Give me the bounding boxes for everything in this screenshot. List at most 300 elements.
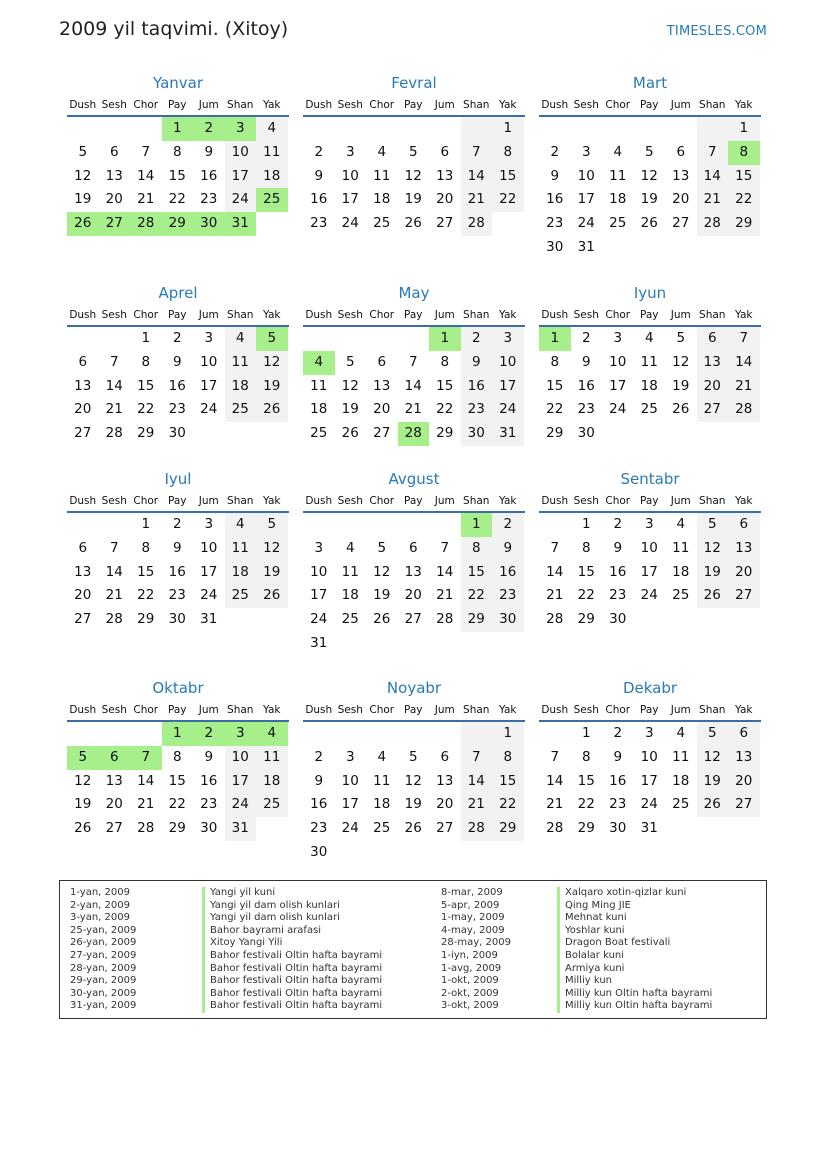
day-cell: 7 — [461, 746, 493, 770]
day-cell: 12 — [74, 772, 92, 789]
day-cell: 8 — [581, 539, 591, 556]
legend-date: 2-yan, 2009 — [70, 899, 130, 911]
empty-cell — [728, 422, 760, 446]
day-cell: 12 — [404, 772, 422, 789]
day-cell: 8 — [461, 537, 493, 561]
empty-cell — [303, 117, 335, 141]
day-cell: 12 — [256, 351, 288, 375]
day-cell: 20 — [697, 375, 729, 399]
month-yanvar — [67, 72, 289, 236]
day-cell: 8 — [581, 748, 591, 765]
day-cell: 7 — [697, 141, 729, 165]
day-cell: 9 — [550, 167, 560, 184]
month-sentabr — [539, 468, 761, 632]
day-cell: 30 — [461, 422, 493, 446]
day-cell: 19 — [697, 770, 729, 794]
day-cell: 11 — [672, 539, 690, 556]
day-cell: 4 — [676, 516, 686, 532]
day-cell: 23 — [168, 587, 186, 604]
day-cell: 4 — [225, 327, 257, 351]
day-cell: 8 — [172, 143, 182, 160]
day-cell: 25 — [609, 215, 627, 232]
weekday-label: Dush — [541, 495, 569, 507]
day-cell: 31 — [492, 422, 524, 446]
day-cell: 9 — [613, 539, 623, 556]
legend-date: 31-yan, 2009 — [70, 1000, 137, 1012]
day-cell: 6 — [440, 143, 450, 160]
day-cell: 1 — [461, 513, 493, 537]
legend-date: 8-mar, 2009 — [441, 887, 503, 898]
day-cell: 22 — [137, 587, 155, 604]
day-cell: 10 — [640, 539, 658, 556]
day-cell: 23 — [609, 587, 627, 604]
day-grid — [67, 722, 289, 841]
day-cell: 28 — [105, 611, 123, 628]
day-cell: 20 — [105, 191, 123, 208]
empty-cell — [225, 608, 257, 632]
day-cell: 20 — [436, 796, 454, 813]
legend-holiday-name: Bahor festivali Oltin hafta bayrami — [202, 950, 382, 963]
weekday-label: Dush — [69, 99, 97, 111]
brand-link[interactable]: TIMESLES.COM — [666, 24, 767, 39]
day-cell: 22 — [436, 401, 454, 418]
day-cell: 12 — [256, 537, 288, 561]
legend-date: 5-apr, 2009 — [441, 899, 500, 911]
weekday-label: Shan — [463, 495, 490, 507]
weekday-label: Yak — [263, 99, 281, 111]
day-cell: 27 — [672, 215, 690, 232]
day-cell: 17 — [640, 563, 658, 580]
day-cell: 5 — [345, 353, 355, 370]
legend-date: 1-iyn, 2009 — [441, 949, 498, 961]
weekday-label: Sesh — [101, 495, 127, 507]
legend-holiday-name: Bahor bayrami arafasi — [202, 925, 382, 938]
weekday-label: Dush — [541, 704, 569, 716]
empty-cell — [130, 722, 162, 746]
weekday-label: Sesh — [337, 99, 363, 111]
weekday-label: Jum — [434, 99, 455, 111]
weekday-label: Jum — [198, 704, 219, 716]
day-cell: 6 — [697, 327, 729, 351]
day-cell: 16 — [609, 772, 627, 789]
empty-cell — [602, 117, 634, 141]
day-cell: 24 — [341, 820, 359, 837]
day-cell: 14 — [137, 772, 155, 789]
day-cell: 2 — [193, 117, 225, 141]
day-cell: 30 — [609, 611, 627, 628]
month-title: Fevral — [391, 74, 437, 92]
day-cell: 7 — [408, 353, 418, 370]
weekday-label: Dush — [69, 309, 97, 321]
legend-date: 1-may, 2009 — [441, 912, 505, 924]
legend-holiday-name: Yangi yil dam olish kunlari — [202, 900, 382, 913]
day-cell: 9 — [204, 143, 214, 160]
day-cell: 14 — [697, 165, 729, 189]
weekday-label: Yak — [499, 495, 517, 507]
day-cell: 11 — [256, 141, 288, 165]
legend-holiday-name: Bahor festivali Oltin hafta bayrami — [202, 975, 382, 988]
legend-holiday-name: Xitoy Yangi Yili — [202, 937, 382, 950]
page-title: 2009 yil taqvimi. (Xitoy) — [59, 18, 289, 40]
empty-cell — [697, 422, 729, 446]
day-cell: 28 — [436, 611, 454, 628]
legend-holiday-name: Bahor festivali Oltin hafta bayrami — [202, 963, 382, 976]
month-oktabr — [67, 677, 289, 841]
day-cell: 27 — [436, 820, 454, 837]
day-cell: 27 — [74, 425, 92, 442]
empty-cell — [539, 513, 571, 537]
day-cell: 3 — [314, 539, 324, 556]
day-cell: 24 — [225, 188, 257, 212]
day-cell: 5 — [377, 539, 387, 556]
day-cell: 14 — [105, 377, 123, 394]
empty-cell — [335, 117, 367, 141]
day-cell: 25 — [225, 584, 257, 608]
day-cell: 20 — [74, 587, 92, 604]
day-cell: 27 — [74, 611, 92, 628]
day-cell: 6 — [78, 539, 88, 556]
day-cell: 18 — [256, 770, 288, 794]
legend-date: 26-yan, 2009 — [70, 937, 137, 949]
day-cell: 28 — [697, 212, 729, 236]
empty-cell — [256, 608, 288, 632]
day-cell: 12 — [697, 746, 729, 770]
day-cell: 19 — [256, 561, 288, 585]
day-cell: 12 — [672, 353, 690, 370]
weekday-label: Sesh — [573, 99, 599, 111]
day-cell: 26 — [341, 425, 359, 442]
day-cell: 8 — [440, 353, 450, 370]
weekday-label: Chor — [133, 704, 159, 716]
weekday-label: Shan — [699, 99, 726, 111]
day-cell: 11 — [225, 351, 257, 375]
day-grid — [303, 327, 525, 446]
day-cell: 23 — [492, 584, 524, 608]
day-cell: 17 — [640, 772, 658, 789]
day-cell: 5 — [256, 513, 288, 537]
day-cell: 20 — [105, 796, 123, 813]
day-cell: 28 — [461, 817, 493, 841]
weekday-label: Jum — [198, 495, 219, 507]
empty-cell — [67, 513, 99, 537]
legend-date: 28-may, 2009 — [441, 937, 511, 949]
day-cell: 4 — [345, 539, 355, 556]
day-cell: 16 — [200, 772, 218, 789]
weekday-label: Yak — [735, 99, 753, 111]
day-cell: 27 — [404, 611, 422, 628]
day-cell: 31 — [310, 634, 328, 651]
day-cell: 23 — [609, 796, 627, 813]
weekday-label: Pay — [403, 495, 423, 507]
day-cell: 4 — [377, 143, 387, 160]
day-cell: 15 — [137, 377, 155, 394]
legend-holiday-name: Yoshlar kuni — [557, 925, 712, 938]
legend-holiday-name: Milliy kun Oltin hafta bayrami — [557, 988, 712, 1001]
day-cell: 2 — [172, 516, 182, 532]
holiday-legend — [59, 880, 767, 1019]
day-cell: 16 — [310, 796, 328, 813]
month-noyabr — [303, 677, 525, 865]
weekday-label: Sesh — [573, 495, 599, 507]
weekday-header — [67, 699, 289, 721]
empty-cell — [225, 422, 257, 446]
empty-cell — [492, 632, 524, 656]
day-cell: 13 — [436, 772, 454, 789]
day-cell: 22 — [492, 188, 524, 212]
weekday-label: Sesh — [337, 495, 363, 507]
legend-holiday-name: Milliy kun Oltin hafta bayrami — [557, 1000, 712, 1013]
weekday-label: Jum — [670, 704, 691, 716]
empty-cell — [303, 513, 335, 537]
day-cell: 15 — [577, 563, 595, 580]
month-dekabr — [539, 677, 761, 841]
day-cell: 26 — [697, 584, 729, 608]
day-cell: 29 — [546, 425, 564, 442]
day-cell: 10 — [341, 167, 359, 184]
day-cell: 21 — [697, 188, 729, 212]
day-cell: 13 — [105, 167, 123, 184]
day-cell: 21 — [546, 587, 564, 604]
day-cell: 12 — [404, 167, 422, 184]
weekday-label: Pay — [167, 309, 187, 321]
weekday-label: Shan — [227, 99, 254, 111]
month-may — [303, 282, 525, 446]
day-cell: 9 — [461, 351, 493, 375]
legend-holiday-name: Bolalar kuni — [557, 950, 712, 963]
day-cell: 24 — [200, 401, 218, 418]
day-cell: 5 — [676, 330, 686, 346]
empty-cell — [398, 632, 430, 656]
day-cell: 31 — [200, 611, 218, 628]
day-cell: 10 — [341, 772, 359, 789]
weekday-label: Jum — [670, 99, 691, 111]
day-cell: 4 — [256, 722, 288, 746]
weekday-label: Shan — [699, 495, 726, 507]
day-cell: 22 — [577, 587, 595, 604]
empty-cell — [634, 422, 666, 446]
empty-cell — [335, 632, 367, 656]
day-cell: 13 — [697, 351, 729, 375]
weekday-header — [67, 304, 289, 326]
day-cell: 11 — [256, 746, 288, 770]
day-cell: 29 — [577, 820, 595, 837]
day-cell: 24 — [310, 611, 328, 628]
day-cell: 13 — [436, 167, 454, 184]
day-cell: 1 — [581, 725, 591, 741]
weekday-label: Shan — [699, 704, 726, 716]
day-cell: 27 — [105, 820, 123, 837]
day-cell: 30 — [577, 425, 595, 442]
legend-date: 3-okt, 2009 — [441, 1000, 499, 1012]
day-cell: 1 — [728, 117, 760, 141]
empty-cell — [67, 117, 99, 141]
weekday-label: Shan — [463, 99, 490, 111]
month-title: Yanvar — [152, 74, 204, 92]
day-cell: 17 — [577, 191, 595, 208]
day-cell: 7 — [461, 141, 493, 165]
day-cell: 1 — [492, 722, 524, 746]
weekday-header — [539, 490, 761, 512]
weekday-label: Chor — [369, 99, 395, 111]
day-cell: 20 — [436, 191, 454, 208]
day-cell: 21 — [137, 191, 155, 208]
day-grid — [67, 117, 289, 236]
weekday-label: Pay — [639, 704, 659, 716]
day-cell: 19 — [640, 191, 658, 208]
day-cell: 5 — [67, 746, 99, 770]
empty-cell — [665, 117, 697, 141]
day-cell: 19 — [404, 796, 422, 813]
empty-cell — [429, 117, 461, 141]
day-cell: 20 — [728, 561, 760, 585]
legend-left-names — [202, 887, 382, 1013]
weekday-label: Jum — [198, 309, 219, 321]
day-cell: 4 — [377, 748, 387, 765]
day-cell: 23 — [577, 401, 595, 418]
day-cell: 2 — [550, 143, 560, 160]
day-cell: 29 — [577, 611, 595, 628]
day-cell: 25 — [640, 401, 658, 418]
day-cell: 17 — [225, 165, 257, 189]
weekday-label: Dush — [541, 99, 569, 111]
empty-cell — [398, 117, 430, 141]
weekday-header — [303, 490, 525, 512]
day-cell: 19 — [256, 375, 288, 399]
day-cell: 25 — [672, 796, 690, 813]
weekday-label: Yak — [735, 309, 753, 321]
day-cell: 28 — [461, 212, 493, 236]
weekday-label: Yak — [263, 309, 281, 321]
weekday-header — [67, 490, 289, 512]
legend-date: 1-yan, 2009 — [70, 887, 130, 898]
weekday-label: Yak — [499, 704, 517, 716]
day-cell: 24 — [609, 401, 627, 418]
day-cell: 5 — [256, 327, 288, 351]
day-cell: 24 — [492, 398, 524, 422]
day-cell: 3 — [204, 516, 214, 532]
day-cell: 18 — [225, 561, 257, 585]
day-cell: 9 — [492, 537, 524, 561]
day-cell: 4 — [225, 513, 257, 537]
day-cell: 7 — [141, 143, 151, 160]
day-cell: 28 — [546, 820, 564, 837]
weekday-label: Yak — [499, 99, 517, 111]
day-cell: 12 — [74, 167, 92, 184]
day-cell: 5 — [78, 143, 88, 160]
legend-date: 4-may, 2009 — [441, 924, 505, 936]
day-cell: 29 — [436, 425, 454, 442]
day-cell: 5 — [644, 143, 654, 160]
empty-cell — [256, 212, 288, 236]
weekday-label: Sesh — [337, 704, 363, 716]
weekday-label: Shan — [699, 309, 726, 321]
day-cell: 26 — [74, 820, 92, 837]
day-cell: 18 — [640, 377, 658, 394]
day-cell: 9 — [613, 748, 623, 765]
day-cell: 27 — [373, 425, 391, 442]
day-cell: 21 — [546, 796, 564, 813]
day-cell: 13 — [373, 377, 391, 394]
day-grid — [67, 513, 289, 632]
empty-cell — [366, 841, 398, 865]
empty-cell — [634, 236, 666, 260]
day-cell: 10 — [640, 748, 658, 765]
day-cell: 8 — [141, 353, 151, 370]
legend-holiday-name: Yangi yil kuni — [202, 887, 382, 900]
month-aprel — [67, 282, 289, 446]
day-cell: 19 — [672, 377, 690, 394]
day-cell: 8 — [492, 141, 524, 165]
day-cell: 23 — [200, 796, 218, 813]
day-cell: 27 — [728, 793, 760, 817]
day-cell: 15 — [137, 563, 155, 580]
day-cell: 14 — [461, 770, 493, 794]
legend-holiday-name: Yangi yil dam olish kunlari — [202, 912, 382, 925]
day-cell: 29 — [492, 817, 524, 841]
day-cell: 3 — [492, 327, 524, 351]
month-title: Mart — [632, 74, 668, 92]
day-cell: 26 — [404, 820, 422, 837]
day-cell: 12 — [640, 167, 658, 184]
day-cell: 22 — [546, 401, 564, 418]
day-cell: 27 — [728, 584, 760, 608]
day-cell: 17 — [310, 587, 328, 604]
weekday-label: Jum — [434, 704, 455, 716]
day-cell: 12 — [697, 537, 729, 561]
empty-cell — [634, 608, 666, 632]
day-cell: 26 — [672, 401, 690, 418]
weekday-label: Jum — [670, 309, 691, 321]
weekday-label: Shan — [227, 704, 254, 716]
month-iyul — [67, 468, 289, 632]
day-cell: 29 — [728, 212, 760, 236]
weekday-label: Pay — [167, 99, 187, 111]
day-cell: 28 — [105, 425, 123, 442]
day-cell: 2 — [581, 330, 591, 346]
empty-cell — [429, 722, 461, 746]
day-cell: 25 — [341, 611, 359, 628]
empty-cell — [728, 236, 760, 260]
day-cell: 12 — [373, 563, 391, 580]
day-cell: 6 — [408, 539, 418, 556]
empty-cell — [366, 327, 398, 351]
day-cell: 2 — [461, 327, 493, 351]
legend-date: 29-yan, 2009 — [70, 975, 137, 987]
day-cell: 14 — [105, 563, 123, 580]
weekday-header — [303, 94, 525, 116]
empty-cell — [665, 422, 697, 446]
weekday-label: Shan — [227, 495, 254, 507]
day-cell: 18 — [373, 796, 391, 813]
weekday-label: Chor — [369, 495, 395, 507]
day-cell: 18 — [341, 587, 359, 604]
day-cell: 21 — [105, 401, 123, 418]
day-cell: 3 — [644, 516, 654, 532]
day-cell: 20 — [728, 770, 760, 794]
day-cell: 16 — [168, 377, 186, 394]
day-cell: 26 — [373, 611, 391, 628]
day-cell: 19 — [373, 587, 391, 604]
month-title: Aprel — [158, 284, 198, 302]
empty-cell — [366, 513, 398, 537]
day-cell: 30 — [168, 611, 186, 628]
empty-cell — [256, 817, 288, 841]
empty-cell — [665, 608, 697, 632]
day-cell: 30 — [168, 425, 186, 442]
day-cell: 14 — [546, 563, 564, 580]
day-cell: 13 — [74, 377, 92, 394]
weekday-header — [303, 699, 525, 721]
